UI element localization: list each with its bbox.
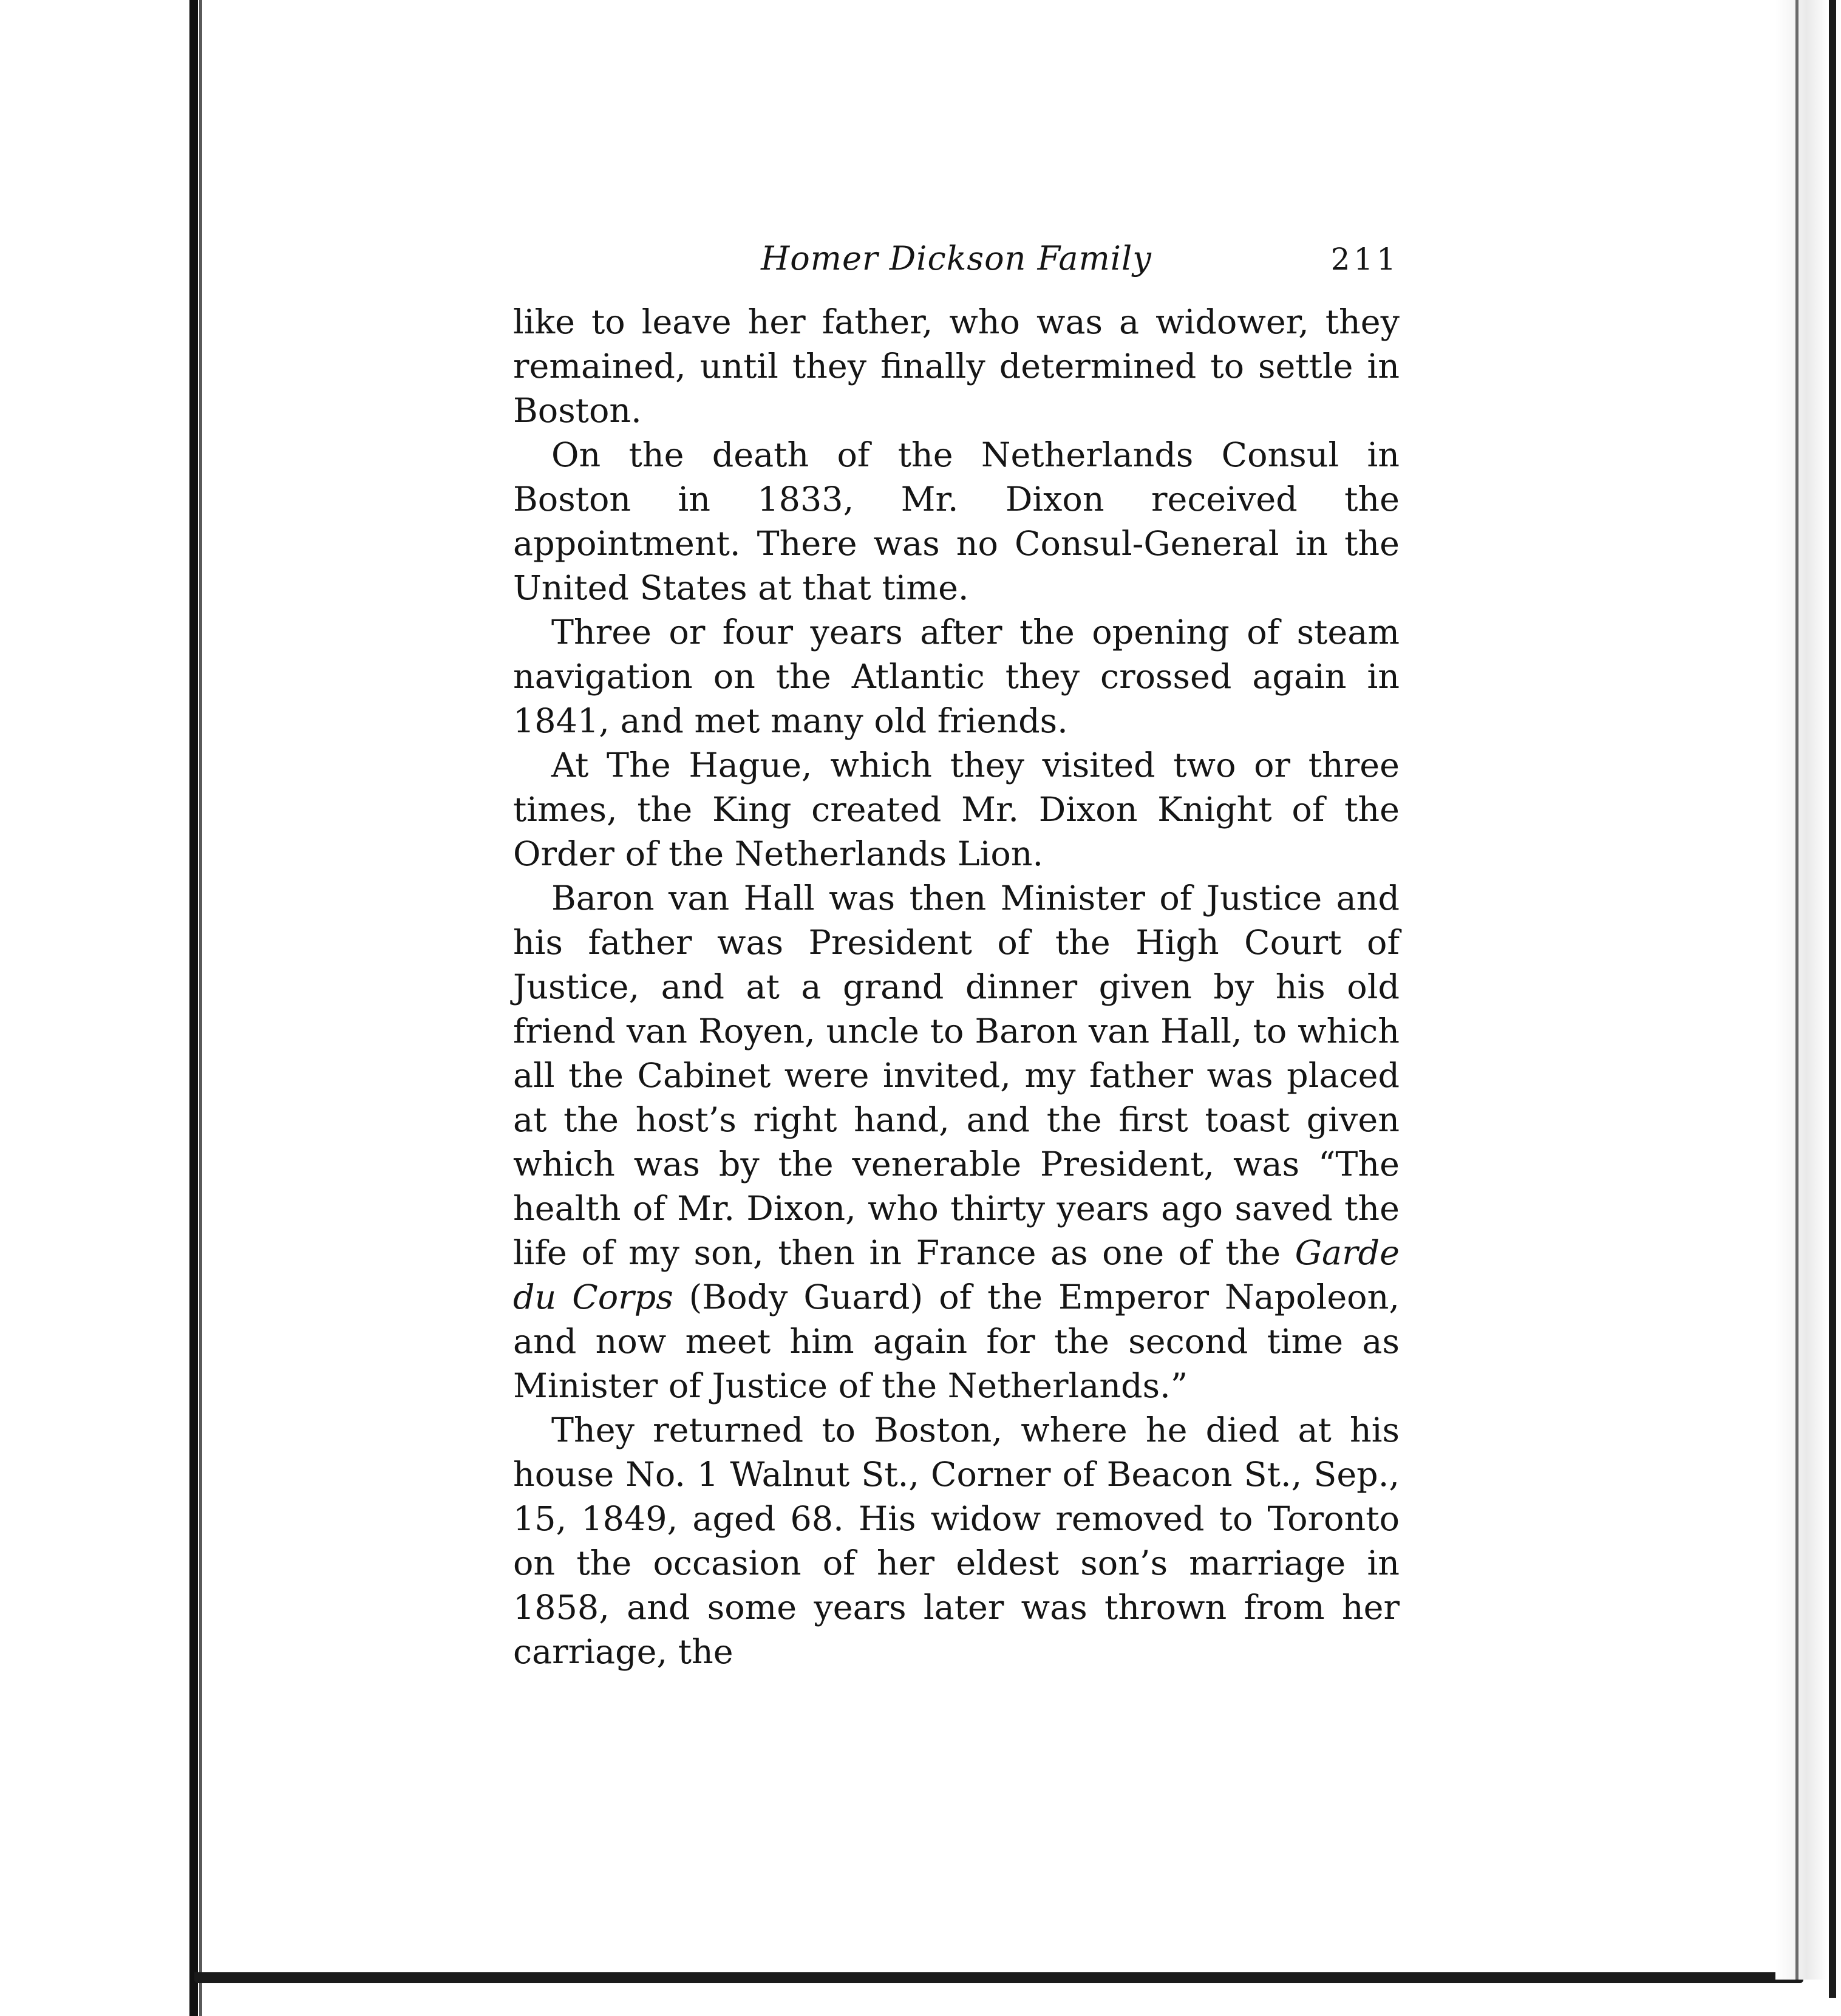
running-head-title: Homer Dickson Family bbox=[761, 239, 1152, 278]
paragraph-5-italic-phrase: Garde du Corps bbox=[513, 1233, 1400, 1317]
paragraph-4: At The Hague, which they visited two or three times, the King created Mr. Dixon Knight of the Order of the Netherlands Lion. bbox=[513, 746, 1400, 874]
book-page bbox=[513, 236, 1400, 1674]
paragraph-5-text-before: Baron van Hall was then Minister of Justice and his father was President of the High Court of Justice, and at a grand dinner given by his old friend van Royen, uncle to Baron van Hall, to which all the Cabinet were invited, my father was placed at the host’s right hand, and the first toast given which was by the venerable President, was “The health of Mr. Dixon, who thirty years ago saved the life of my son, then in France as one of the bbox=[513, 879, 1400, 1273]
body-text bbox=[513, 300, 1400, 1674]
page-fore-edge bbox=[1775, 0, 1828, 1980]
fore-edge-line bbox=[1795, 0, 1798, 1980]
paragraph-2: On the death of the Netherlands Consul in Boston in 1833, Mr. Dixon received the appointment. There was no Consul-General in the United States at that time. bbox=[513, 435, 1400, 608]
paragraph-6: They returned to Boston, where he died at his house No. 1 Walnut St., Corner of Beacon St., Sep., 15, 1849, aged 68. His widow removed to Toronto on the occasion of her eldest son’s marriage in 1858, and some years later was thrown from her carriage, the bbox=[513, 1411, 1400, 1672]
right-cover-edge bbox=[1829, 0, 1836, 1998]
book-binding-shadow bbox=[199, 0, 202, 2016]
paragraph-5-text-after: (Body Guard) of the Emperor Napoleon, and now meet him again for the second time as Minister of Justice of the Netherlands.” bbox=[513, 1278, 1400, 1406]
paragraph-3: Three or four years after the opening of steam navigation on the Atlantic they crossed again in 1841, and met many old friends. bbox=[513, 613, 1400, 741]
page-bottom-edge bbox=[194, 1972, 1803, 1983]
paragraph-5 bbox=[513, 876, 1400, 1408]
book-binding-edge bbox=[189, 0, 198, 2016]
page-number: 211 bbox=[1330, 242, 1400, 277]
running-head bbox=[513, 236, 1400, 291]
paragraph-1: like to leave her father, who was a widower, they remained, until they finally determined to settle in Boston. bbox=[513, 302, 1400, 431]
left-page-margin bbox=[0, 0, 187, 2016]
